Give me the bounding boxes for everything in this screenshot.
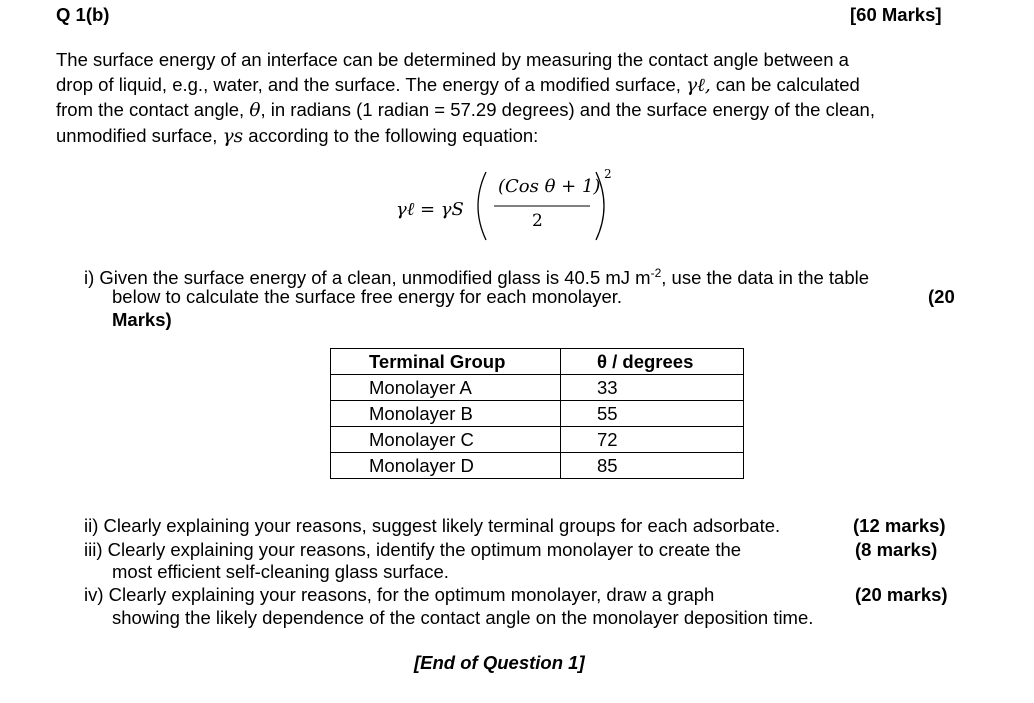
part-iii-line-2: most efficient self-cleaning glass surface. <box>112 561 449 582</box>
intro-line-3b: , in radians (1 radian = 57.29 degrees) and the surface energy of the clean, <box>260 99 875 120</box>
intro-paragraph <box>56 48 960 149</box>
table-cell-group: Monolayer A <box>331 375 561 401</box>
contact-angle-table <box>330 348 744 479</box>
part-i-text-1b: , use the data in the table <box>661 267 870 289</box>
table-header-row <box>331 349 744 375</box>
table-cell-group: Monolayer C <box>331 427 561 453</box>
intro-line-3a: from the contact angle, <box>56 99 250 120</box>
table-header-theta: θ / degrees <box>561 349 744 375</box>
surface-energy-equation <box>380 165 640 245</box>
table-row <box>331 401 744 427</box>
table-header-terminal-group: Terminal Group <box>331 349 561 375</box>
question-number: Q 1(b) <box>56 4 110 25</box>
table-cell-group: Monolayer B <box>331 401 561 427</box>
intro-line-1: The surface energy of an interface can be determined by measuring the contact angle between a <box>56 49 849 70</box>
part-iii-line-1: iii) Clearly explaining your reasons, identify the optimum monolayer to create the <box>84 539 742 560</box>
table-row <box>331 375 744 401</box>
part-i-text-1: i) Given the surface energy of a clean, unmodified glass is 40.5 mJ m <box>84 267 651 289</box>
part-i-superscript: -2 <box>650 266 662 280</box>
gamma-l-symbol: γℓ, <box>686 74 711 96</box>
intro-line-2b: can be calculated <box>710 73 860 95</box>
table-cell-angle: 55 <box>561 401 744 427</box>
question-marks: [60 Marks] <box>850 4 942 25</box>
part-i-marks-a: (20 <box>928 286 955 307</box>
theta-symbol: θ <box>249 100 261 121</box>
part-i-line-2: below to calculate the surface free energy for each monolayer. <box>112 286 623 307</box>
part-iv-line-1: iv) Clearly explaining your reasons, for the optimum monolayer, draw a graph <box>84 584 715 605</box>
intro-line-2a: drop of liquid, e.g., water, and the surface. The energy of a modified surface, <box>56 73 687 95</box>
part-i-marks-b: Marks) <box>112 309 172 330</box>
part-ii-text: ii) Clearly explaining your reasons, suggest likely terminal groups for each adsorbate. <box>84 515 781 536</box>
equation-exponent: 2 <box>604 167 612 181</box>
table-cell-group: Monolayer D <box>331 453 561 479</box>
intro-line-4a: unmodified surface, <box>56 124 223 146</box>
table-cell-angle: 72 <box>561 427 744 453</box>
table-row <box>331 453 744 479</box>
table-row <box>331 427 744 453</box>
part-iv-marks: (20 marks) <box>855 584 948 605</box>
equation-lhs: γℓ = γS <box>396 199 464 220</box>
equation-numerator: (Cos θ + 1) <box>498 176 601 197</box>
end-of-question: [End of Question 1] <box>414 652 585 673</box>
part-iii-marks: (8 marks) <box>855 539 938 560</box>
equation-denominator: 2 <box>532 211 543 231</box>
part-iv-line-2: showing the likely dependence of the contact angle on the monolayer deposition time. <box>112 607 814 628</box>
part-ii-marks: (12 marks) <box>853 515 946 536</box>
table-cell-angle: 33 <box>561 375 744 401</box>
table-cell-angle: 85 <box>561 453 744 479</box>
gamma-s-symbol: γs <box>222 125 244 147</box>
intro-line-4b: according to the following equation: <box>243 124 539 146</box>
